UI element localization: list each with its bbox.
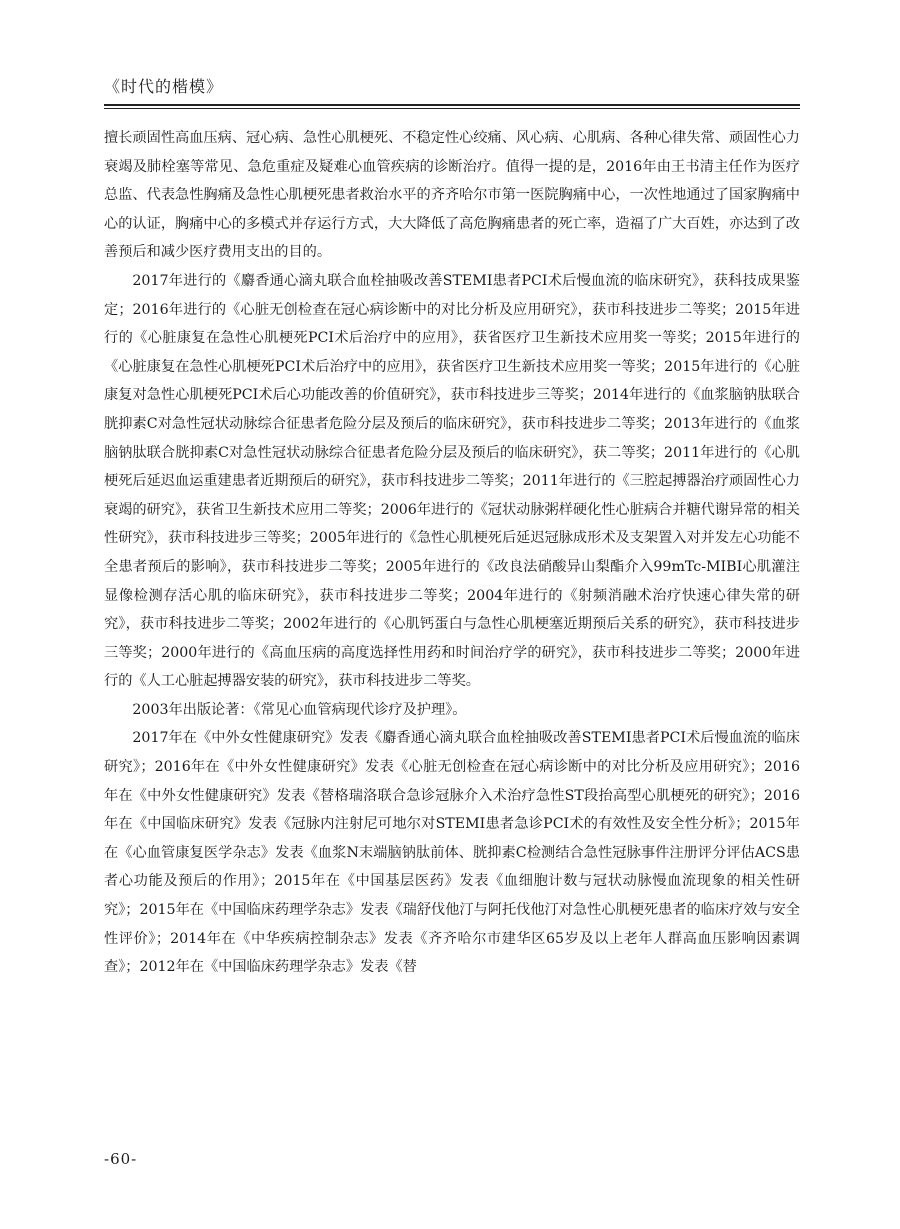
running-header xyxy=(104,72,800,109)
book-title: 《时代的楷模》 xyxy=(104,77,224,96)
page-number: -60- xyxy=(104,1150,138,1168)
paragraph-research-awards: 2017年进行的《麝香通心滴丸联合血栓抽吸改善STEMI患者PCI术后慢血流的临床研究》，获科技成果鉴定；2016年进行的《心脏无创检查在冠心病诊断中的对比分析及应用研究》，获市科技进步二等奖；2015年进行的《心脏康复在急性心肌梗死PCI术后治疗中的应用》，获省医疗卫生新技术应用奖一等奖；2015年进行的《心脏康复在急性心肌梗死PCI术后治疗中的应用》，获省医疗卫生新技术应用奖一等奖；2015年进行的《心脏康复对急性心肌梗死PCI术后心功能改善的价值研究》，获市科技进步三等奖；2014年进行的《血浆脑钠肽联合胱抑素C对急性冠状动脉综合征患者危险分层及预后的临床研究》，获市科技进步二等奖；2013年进行的《血浆脑钠肽联合胱抑素C对急性冠状动脉综合征患者危险分层及预后的临床研究》，获二等奖；2011年进行的《心肌梗死后延迟血运重建患者近期预后的研究》，获市科技进步二等奖；2011年进行的《三腔起搏器治疗顽固性心力衰竭的研究》，获省卫生新技术应用二等奖；2006年进行的《冠状动脉粥样硬化性心脏病合并糖代谢异常的相关性研究》，获市科技进步三等奖；2005年进行的《急性心肌梗死后延迟冠脉成形术及支架置入对并发左心功能不全患者预后的影响》，获市科技进步二等奖；2005年进行的《改良法硝酸异山梨酯介入99mTc-MIBI心肌灌注显像检测存活心肌的临床研究》，获市科技进步二等奖；2004年进行的《射频消融术治疗快速心律失常的研究》，获市科技进步二等奖；2002年进行的《心肌钙蛋白与急性心肌梗塞近期预后关系的研究》，获市科技进步三等奖；2000年进行的《高血压病的高度选择性用药和时间治疗学的研究》，获市科技进步二等奖；2000年进行的《人工心脏起搏器安装的研究》，获市科技进步二等奖。 xyxy=(104,272,800,690)
paragraph-publications: 2017年在《中外女性健康研究》发表《麝香通心滴丸联合血栓抽吸改善STEMI患者PCI术后慢血流的临床研究》；2016年在《中外女性健康研究》发表《心脏无创检查在冠心病诊断中的对比分析及应用研究》；2016年在《中外女性健康研究》发表《替格瑞洛联合急诊冠脉介入术治疗急性ST段抬高型心肌梗死的研究》；2016年在《中国临床研究》发表《冠脉内注射尼可地尔对STEMI患者急诊PCI术的有效性及安全性分析》；2015年在《心血管康复医学杂志》发表《血浆N末端脑钠肽前体、胱抑素C检测结合急性冠脉事件注册评分评估ACS患者心功能及预后的作用》；2015年在《中国基层医药》发表《血细胞计数与冠状动脉慢血流现象的相关性研究》；2015年在《中国临床药理学杂志》发表《瑞舒伐他汀与阿托伐他汀对急性心肌梗死患者的临床疗效与安全性评价》；2014年在《中华疾病控制杂志》发表《齐齐哈尔市建华区65岁及以上老年人群高血压影响因素调查》；2012年在《中国临床药理学杂志》发表《替 xyxy=(104,730,800,976)
header-rule-thin xyxy=(104,108,800,109)
paragraph-expertise: 擅长顽固性高血压病、冠心病、急性心肌梗死、不稳定性心绞痛、风心病、心肌病、各种心律失常、顽固性心力衰竭及肺栓塞等常见、急危重症及疑难心血管疾病的诊断治疗。值得一提的是，2016年由王书清主任作为医疗总监、代表急性胸痛及急性心肌梗死患者救治水平的齐齐哈尔市第一医院胸痛中心，一次性地通过了国家胸痛中心的认证，胸痛中心的多模式并存运行方式，大大降低了高危胸痛患者的死亡率，造福了广大百姓，亦达到了改善预后和减少医疗费用支出的目的。 xyxy=(104,130,800,261)
header-rule-thick xyxy=(104,104,800,106)
paragraph-monograph: 2003年出版论著：《常见心血管病现代诊疗及护理》。 xyxy=(132,701,467,718)
page-body xyxy=(104,124,800,982)
